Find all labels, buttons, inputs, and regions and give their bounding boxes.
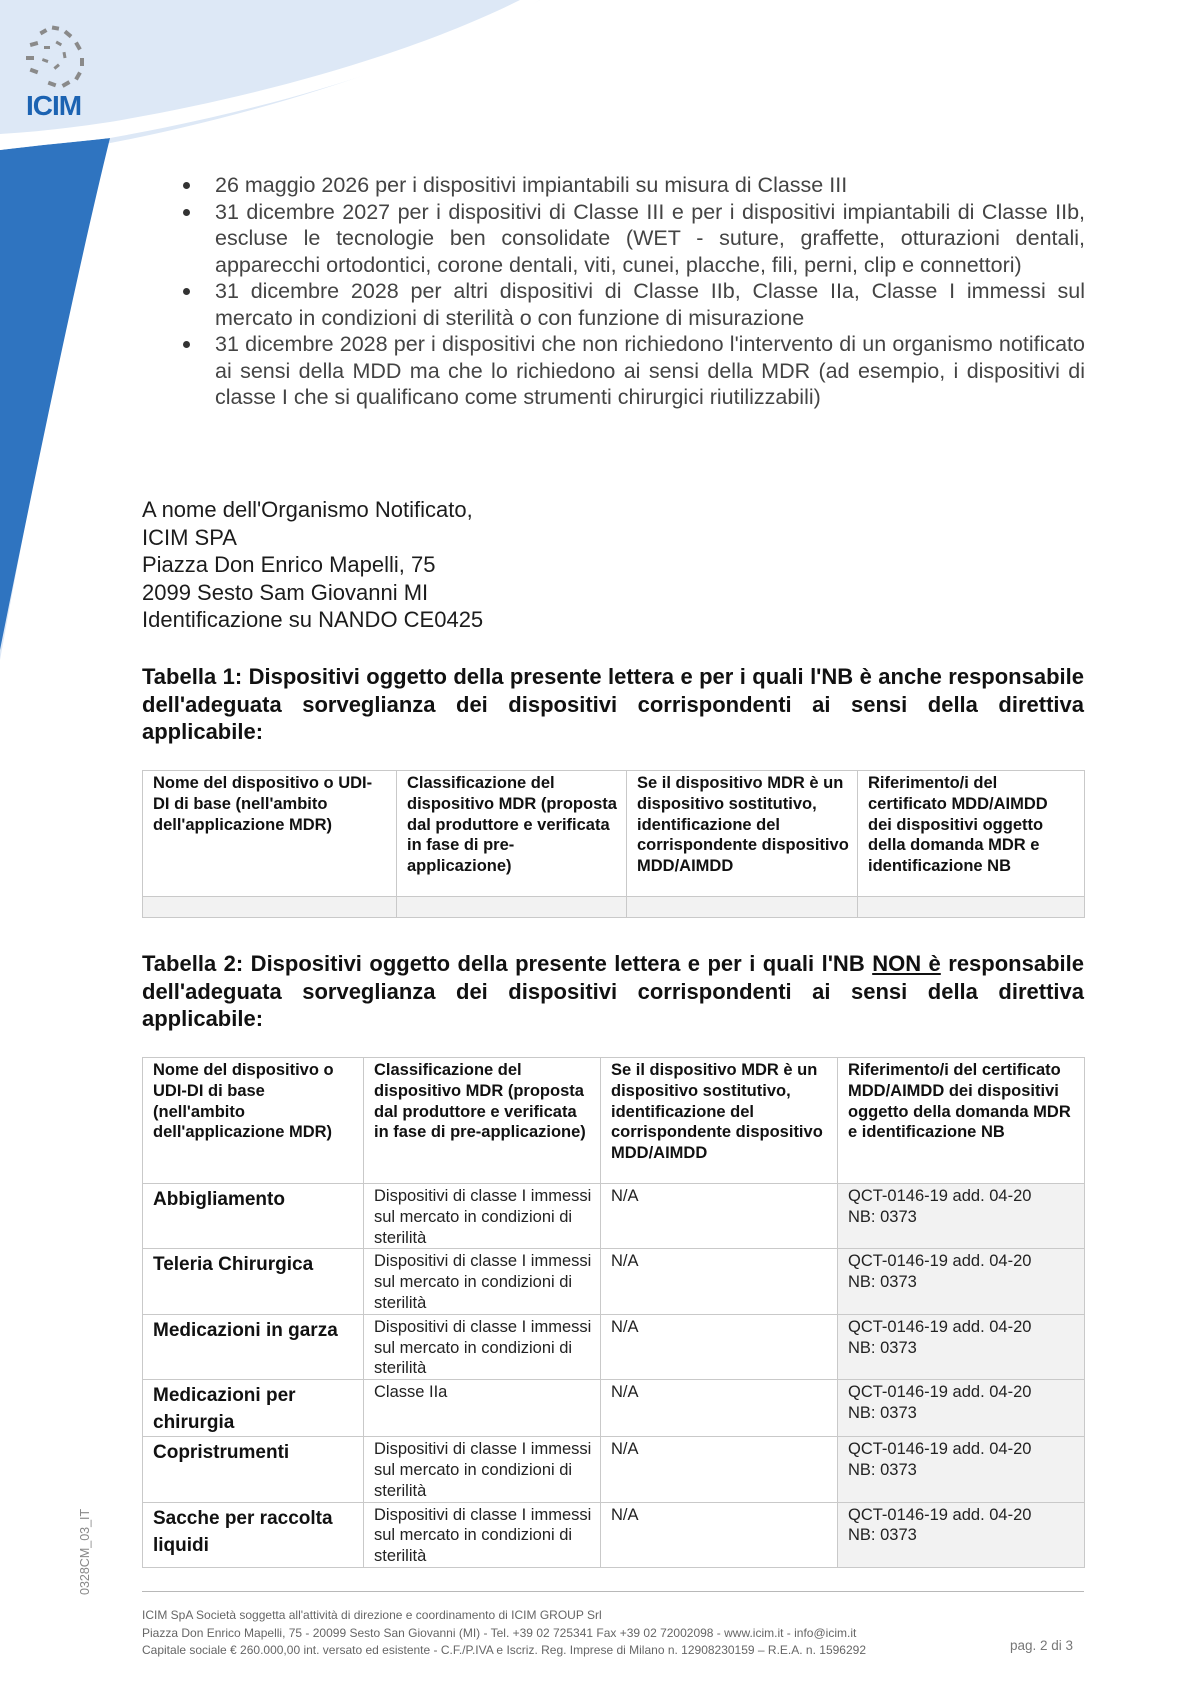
document-code: 0328CM_03_IT (78, 1508, 92, 1595)
table2-title (142, 950, 1084, 1033)
notified-body-address (142, 496, 483, 634)
certificate-ref (838, 1184, 1085, 1249)
footer-line: ICIM SpA Società soggetta all'attività di direzione e coordinamento di ICIM GROUP Srl (142, 1608, 602, 1622)
table-cell (858, 897, 1085, 918)
device-name: Medicazioni in garza (143, 1314, 364, 1379)
device-name: Teleria Chirurgica (143, 1249, 364, 1314)
certificate-number: QCT-0146-19 add. 04-20 (848, 1383, 1032, 1402)
certificate-ref (838, 1380, 1085, 1437)
table-header-cell: Se il dispositivo MDR è un dispositivo sostitutivo, identificazione del corrispondente dispositivo MDD/AIMDD (601, 1058, 838, 1184)
table-row (143, 1249, 1085, 1314)
certificate-number: QCT-0146-19 add. 04-20 (848, 1252, 1032, 1271)
table2 (142, 1057, 1085, 1568)
certificate-ref (838, 1249, 1085, 1314)
device-class: Dispositivi di classe I immessi sul mercato in condizioni di sterilità (364, 1437, 601, 1502)
certificate-ref (838, 1437, 1085, 1502)
nb-number: NB: 0373 (848, 1273, 917, 1292)
table-header-cell: Nome del dispositivo o UDI-DI di base (nell'ambito dell'applicazione MDR) (143, 1058, 364, 1184)
table-header-cell: Classificazione del dispositivo MDR (proposta dal produttore e verificata in fase di pre-applicazione) (364, 1058, 601, 1184)
device-class: Dispositivi di classe I immessi sul mercato in condizioni di sterilità (364, 1249, 601, 1314)
device-class: Classe IIa (364, 1380, 601, 1437)
footer (142, 1607, 866, 1660)
device-class: Dispositivi di classe I immessi sul mercato in condizioni di sterilità (364, 1314, 601, 1379)
nb-number: NB: 0373 (848, 1460, 917, 1479)
substitute-device: N/A (601, 1249, 838, 1314)
footer-divider (142, 1591, 1084, 1592)
certificate-number: QCT-0146-19 add. 04-20 (848, 1505, 1032, 1524)
table2-title-post: responsabile dell'adeguata sorveglianza dei dispositivi corrispondenti ai sensi della direttiva applicabile: (142, 951, 1084, 1031)
table-cell (143, 897, 397, 918)
certificate-number: QCT-0146-19 add. 04-20 (848, 1187, 1032, 1205)
table-row (143, 1314, 1085, 1379)
certificate-ref (838, 1502, 1085, 1567)
footer-line: Piazza Don Enrico Mapelli, 75 - 20099 Sesto San Giovanni (MI) - Tel. +39 02 725341 Fax +39 02 72002098 - www.icim.it - info@icim.it (142, 1625, 857, 1640)
certificate-ref (838, 1314, 1085, 1379)
table1-title: Tabella 1: Dispositivi oggetto della presente lettera e per i quali l'NB è anche responsabile dell'adeguata sorveglianza dei dispositivi corrispondenti ai sensi della direttiva applicabile: (142, 664, 1084, 744)
list-item: 31 dicembre 2028 per i dispositivi che non richiedono l'intervento di un organismo notificato ai sensi della MDD ma che lo richiedono ai sensi della MDR (ad esempio, i dispositivi di classe I che si qualificano come strumenti chirurgici riutilizzabili) (175, 331, 1085, 411)
device-name: Sacche per raccolta liquidi (143, 1502, 364, 1567)
table2-title-pre: Tabella 2: Dispositivi oggetto della presente lettera e per i quali l'NB (142, 951, 873, 976)
nb-number: NB: 0373 (848, 1526, 917, 1545)
nb-number: NB: 0373 (848, 1207, 917, 1226)
table-header-cell: Classificazione del dispositivo MDR (proposta dal produttore e verificata in fase di pre-applicazione) (397, 771, 627, 897)
table-cell (627, 897, 858, 918)
address-line: Identificazione su NANDO CE0425 (142, 607, 484, 632)
address-line: ICIM SPA (142, 524, 237, 550)
nb-number: NB: 0373 (848, 1338, 917, 1357)
logo-text: ICIM (26, 90, 82, 121)
table-cell (397, 897, 627, 918)
table-header-cell: Riferimento/i del certificato MDD/AIMDD dei dispositivi oggetto della domanda MDR e identificazione NB (858, 771, 1085, 897)
address-line: A nome dell'Organismo Notificato, (142, 497, 473, 522)
device-name: Medicazioni per chirurgia (143, 1380, 364, 1437)
substitute-device: N/A (601, 1502, 838, 1567)
nb-number: NB: 0373 (848, 1403, 917, 1422)
substitute-device: N/A (601, 1314, 838, 1379)
table-header-cell: Nome del dispositivo o UDI-DI di base (nell'ambito dell'applicazione MDR) (143, 771, 397, 897)
list-item: 31 dicembre 2028 per altri dispositivi di Classe IIb, Classe IIa, Classe I immessi sul mercato in condizioni di sterilità o con funzione di misurazione (175, 278, 1085, 331)
table1 (142, 770, 1085, 918)
device-name: Abbigliamento (143, 1184, 364, 1249)
substitute-device: N/A (601, 1437, 838, 1502)
table2-title-emph: NON è (872, 951, 941, 976)
table-row (143, 1437, 1085, 1502)
table-row (143, 1380, 1085, 1437)
table-header-cell: Riferimento/i del certificato MDD/AIMDD dei dispositivi oggetto della domanda MDR e identificazione NB (838, 1058, 1085, 1184)
device-class: Dispositivi di classe I immessi sul mercato in condizioni di sterilità (364, 1502, 601, 1567)
list-item: 31 dicembre 2027 per i dispositivi di Classe III e per i dispositivi impiantabili di Classe IIb, escluse le tecnologie ben consolidate (WET - suture, graffette, otturazioni dentali, apparecchi ortodontici, corone dentali, viti, cunei, placche, fili, perni, clip e connettori) (175, 199, 1085, 279)
certificate-number: QCT-0146-19 add. 04-20 (848, 1317, 1032, 1336)
address-line: Piazza Don Enrico Mapelli, 75 (142, 552, 436, 577)
substitute-device: N/A (601, 1184, 838, 1249)
certificate-number: QCT-0146-19 add. 04-20 (848, 1440, 1032, 1459)
device-name: Copristrumenti (143, 1437, 364, 1502)
table-row (143, 1502, 1085, 1567)
address-line: 2099 Sesto Sam Giovanni MI (142, 579, 429, 605)
device-class: Dispositivi di classe I immessi sul mercato in condizioni di sterilità (364, 1184, 601, 1249)
list-item: 26 maggio 2026 per i dispositivi impiantabili su misura di Classe III (175, 172, 1085, 199)
footer-line: Capitale sociale € 260.000,00 int. versato ed esistente - C.F./P.IVA e Iscriz. Reg. Imprese di Milano n. 12908230159 – R.E.A. n. 1596292 (142, 1643, 866, 1657)
table-header-cell: Se il dispositivo MDR è un dispositivo sostitutivo, identificazione del corrispondente dispositivo MDD/AIMDD (627, 771, 858, 897)
page-number: pag. 2 di 3 (1010, 1638, 1074, 1653)
substitute-device: N/A (601, 1380, 838, 1437)
table-row (143, 1184, 1085, 1249)
deadline-list (175, 172, 1085, 411)
